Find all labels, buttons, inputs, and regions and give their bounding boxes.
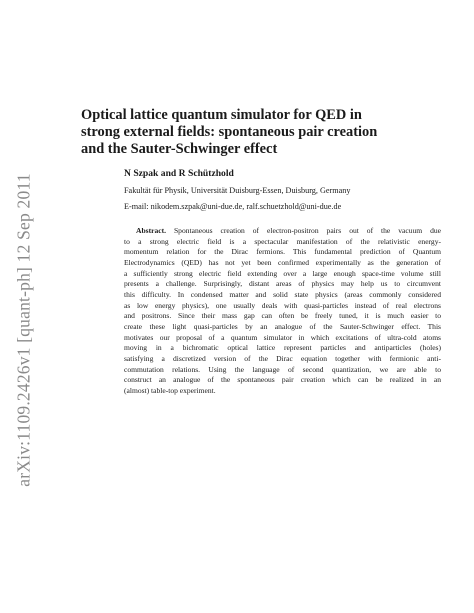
abstract-line: a sufficiently strong electric field extending over a large enough space-time volume still	[124, 268, 441, 278]
affiliation: Fakultät für Physik, Universität Duisburg-Essen, Duisburg, Germany	[124, 186, 351, 195]
abstract-line: motivates our proposal of a quantum simulator in which excitations of ultra-cold atoms	[124, 332, 441, 342]
email-line: E-mail: nikodem.szpak@uni-due.de, ralf.schuetzhold@uni-due.de	[124, 202, 342, 211]
title-line: strong external fields: spontaneous pair creation	[81, 124, 378, 140]
abstract-line: construct an analogue of the spontaneous pair creation which can be realized in an	[124, 375, 441, 385]
abstract	[124, 226, 441, 397]
abstract-line-text: Spontaneous creation of electron-positron pairs out of the vacuum due	[173, 226, 441, 235]
abstract-line: Electrodynamics (QED) has not yet been confirmed experimentally as the generation of	[124, 257, 441, 267]
paper-title	[81, 107, 441, 158]
arxiv-identifier: arXiv:1109.2426v1 [quant-ph] 12 Sep 2011	[13, 173, 34, 487]
arxiv-identifier-sidebar	[10, 150, 38, 510]
abstract-line: momentum relation for the Dirac fermions. This fundamental prediction of Quantum	[124, 247, 441, 257]
title-line: Optical lattice quantum simulator for QED in	[81, 107, 362, 123]
abstract-line: (almost) table-top experiment.	[124, 385, 216, 395]
abstract-line: commutation relations. Using the language of second quantization, we are able to	[124, 364, 441, 374]
abstract-line: as low energy physics), one usually deals with quasi-particles instead of real electrons	[124, 300, 441, 310]
abstract-line: create these light quasi-particles by an analogue of the Sauter-Schwinger effect. This	[124, 321, 441, 331]
abstract-first-line	[124, 226, 441, 237]
abstract-label: Abstract.	[136, 226, 166, 235]
author-list: N Szpak and R Schützhold	[124, 168, 234, 179]
abstract-line: moving in a bichromatic optical lattice represent particles and antiparticles (holes)	[124, 343, 441, 353]
abstract-line: and positrons. Since their mass gap can often be freely tuned, it is much easier to	[124, 311, 441, 321]
title-line: and the Sauter-Schwinger effect	[81, 141, 278, 157]
abstract-line: presents a challenge. Surprisingly, distant areas of physics may help us to circumvent	[124, 279, 441, 289]
abstract-line: this difficulty. In condensed matter and solid state physics (areas commonly considered	[124, 289, 441, 299]
abstract-line: to a strong electric field is a spectacular manifestation of the relativistic energy-	[124, 236, 441, 246]
abstract-line: satisfying a discretized version of the Dirac equation together with fermionic anti-	[124, 353, 441, 363]
